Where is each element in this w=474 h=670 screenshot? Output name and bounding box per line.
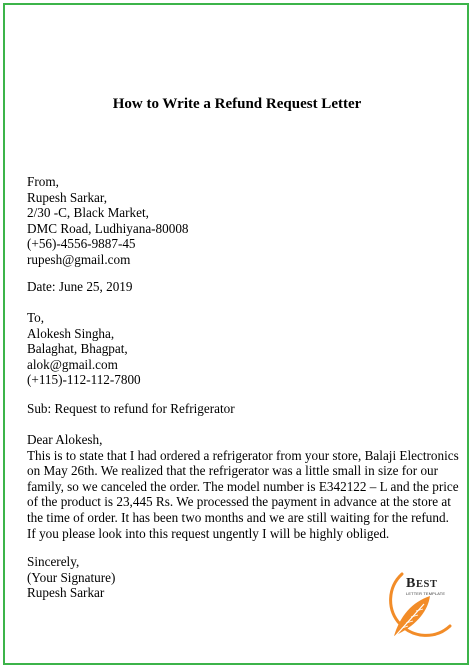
sender-address-line-1: 2/30 -C, Black Market, <box>27 205 149 221</box>
recipient-email: alok@gmail.com <box>27 356 118 372</box>
recipient-block <box>27 310 447 388</box>
body-line: on May 26th. We realized that the refrigerator was a little small in size for our <box>27 463 439 479</box>
sender-signature-name: Rupesh Sarkar <box>27 585 105 601</box>
body-line: the time of order. It has been two months and we are still waiting for the refund. <box>27 509 449 525</box>
sender-phone: (+56)-4556-9887-45 <box>27 236 136 252</box>
signature-placeholder: (Your Signature) <box>27 569 116 585</box>
subject-line <box>27 401 447 417</box>
sender-address-line-2: DMC Road, Ludhiyana-80008 <box>27 220 189 236</box>
recipient-name: Alokesh Singha, <box>27 325 115 341</box>
salutation: Dear Alokesh, <box>27 432 103 447</box>
letter-date: Date: June 25, 2019 <box>27 279 133 294</box>
sign-off: Sincerely, <box>27 554 80 569</box>
logo-tagline: LETTER TEMPLATE <box>406 591 446 596</box>
brand-logo <box>372 566 458 652</box>
from-label: From, <box>27 174 59 189</box>
sender-email: rupesh@gmail.com <box>27 251 131 267</box>
body-line: If you please look into this request ungently I will be highly obliged. <box>27 525 390 541</box>
logo-brand-word: BEST <box>406 576 438 591</box>
letter-subject: Sub: Request to refund for Refrigerator <box>27 401 235 416</box>
body-line: of the product is 23,445 Rs. We processed the payment in advance at the store at <box>27 494 451 510</box>
recipient-address: Balaghat, Bhagpat, <box>27 341 128 357</box>
sender-name: Rupesh Sarkar, <box>27 189 108 205</box>
to-label: To, <box>27 310 45 325</box>
date-line <box>27 279 447 295</box>
sender-block <box>27 174 447 268</box>
recipient-phone: (+115)-112-112-7800 <box>27 372 141 388</box>
page-title: How to Write a Refund Request Letter <box>112 96 362 112</box>
body-line: family, so we canceled the order. The model number is E342122 – L and the price <box>27 478 459 494</box>
body-line: This is to state that I had ordered a refrigerator from your store, Balaji Electronics <box>27 447 459 463</box>
letter-body <box>27 432 459 541</box>
